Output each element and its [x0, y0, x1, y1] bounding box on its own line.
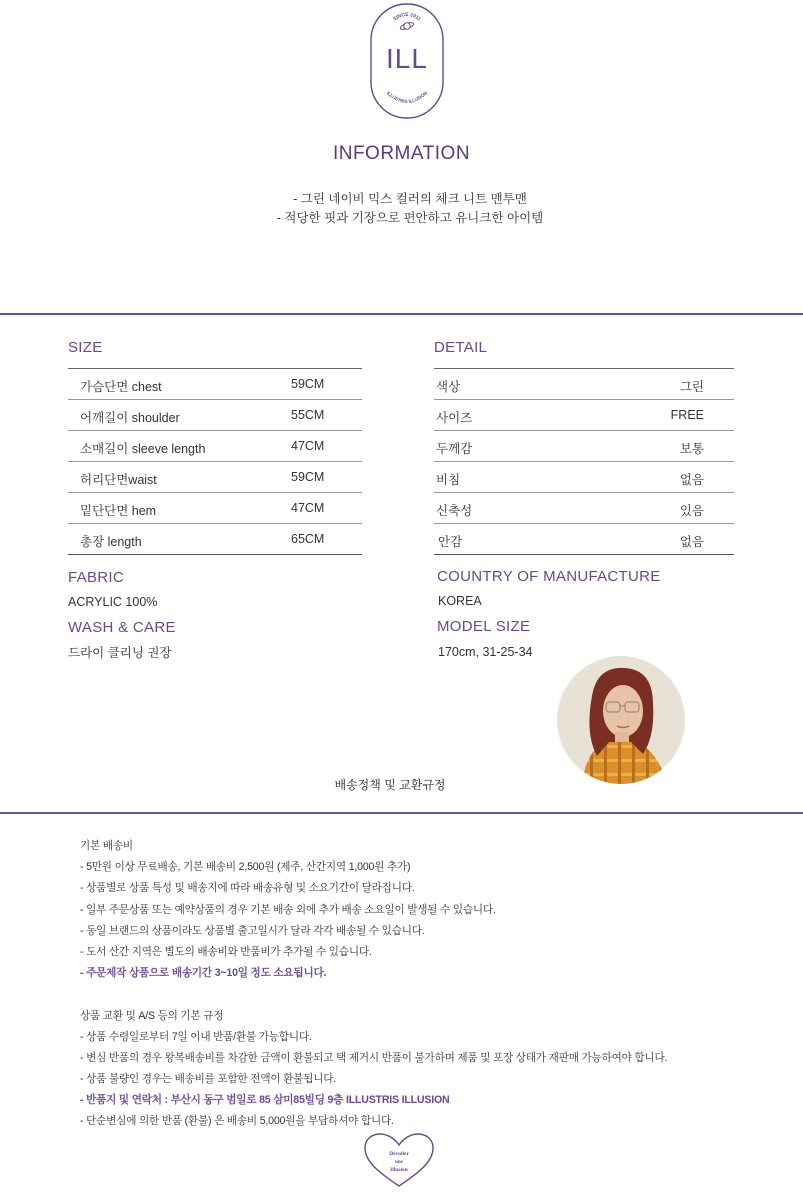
intro-line: - 적당한 핏과 기장으로 편안하고 유니크한 아이템 [276, 211, 544, 225]
size-label: 어깨길이 shoulder [80, 411, 180, 425]
detail-label: 신축성 [436, 504, 473, 518]
information-title: INFORMATION [332, 143, 471, 164]
delivery-heading: 기본 배송비 [80, 840, 133, 852]
detail-label: 비침 [436, 473, 461, 487]
detail-value: 보통 [679, 442, 704, 456]
table-row [434, 493, 734, 524]
wash-heading: WASH & CARE [68, 619, 176, 636]
information-intro [0, 190, 803, 228]
model-value: 170cm, 31-25-34 [438, 645, 533, 659]
size-value: 65CM [291, 532, 325, 546]
brand-logo [369, 2, 445, 120]
table-row [434, 369, 734, 400]
delivery-line: - 상품별로 상품 특성 및 배송지에 따라 배송유형 및 소요기간이 달라집니다. [80, 882, 415, 895]
delivery-line: - 5만원 이상 무료배송, 기본 배송비 2,500원 (제주, 산간지역 1,000원 추가) [80, 861, 411, 874]
size-label: 가슴단면 chest [80, 380, 162, 394]
exchange-line: - 상품 불량인 경우는 배송비를 포함한 전액이 환불됩니다. [80, 1073, 337, 1086]
detail-heading: DETAIL [434, 339, 488, 356]
policy-title: 배송정책 및 교환규정 [334, 778, 446, 792]
size-label: 허리단면waist [80, 473, 157, 487]
delivery-line: - 일부 주문상품 또는 예약상품의 경우 기본 배송 외에 추가 배송 소요일이 발생될 수 있습니다. [80, 903, 496, 916]
size-value: 47CM [291, 501, 325, 515]
detail-value: 없음 [679, 535, 704, 549]
table-row [434, 524, 734, 555]
table-row [434, 431, 734, 462]
country-heading: COUNTRY OF MANUFACTURE [437, 568, 661, 585]
size-label: 밑단단면 hem [80, 504, 157, 518]
size-value: 59CM [291, 470, 325, 484]
table-row [68, 462, 362, 493]
logo-bottom-text: ILLUSTRIS ILLUSION [385, 90, 429, 105]
table-row [68, 400, 362, 431]
detail-label: 안감 [438, 535, 463, 549]
svg-text:ILLUSTRIS ILLUSION [386, 90, 429, 104]
policy-notice [80, 836, 667, 1133]
table-row [68, 493, 362, 524]
delivery-line: - 동일 브랜드의 상품이라도 상품별 출고일시가 달라 각각 배송될 수 있습니다. [80, 924, 425, 937]
detail-value: 있음 [679, 504, 704, 518]
fabric-heading: FABRIC [68, 569, 124, 586]
fabric-value: ACRYLIC 100% [68, 595, 158, 609]
exchange-line: - 변심 반품의 경우 왕복배송비를 차감한 금액이 환불되고 택 제거시 반품이 불가하며 제품 및 포장 상태가 재판매 가능하여야 합니다. [80, 1051, 668, 1064]
exchange-line: - 단순변심에 의한 반품 (환불) 은 배송비 5,000원을 부담하셔야 합니다. [80, 1115, 394, 1128]
size-value: 55CM [291, 408, 325, 422]
heart-text-3: Illusion [390, 1167, 408, 1173]
table-row [434, 400, 734, 431]
table-row [434, 462, 734, 493]
svg-text:SINCE 2011 [392, 12, 422, 23]
table-row [68, 369, 362, 400]
detail-value: 그린 [679, 380, 704, 394]
delivery-highlight: - 주문제작 상품으로 배송기간 3~10일 정도 소요됩니다. [80, 967, 327, 980]
detail-label: 사이즈 [436, 411, 473, 425]
spacer [80, 984, 667, 1005]
detail-table [434, 368, 734, 555]
exchange-highlight: - 반품지 및 연락처 : 부산시 동구 범일로 85 삼미85빌딩 9층 ILLUSTRIS ILLUSION [80, 1094, 450, 1107]
table-row [68, 431, 362, 462]
size-table [68, 368, 362, 555]
heart-logo [361, 1132, 437, 1188]
exchange-line: - 상품 수령일로부터 7일 이내 반품/환불 가능합니다. [80, 1030, 312, 1043]
size-label: 소매길이 sleeve length [80, 442, 206, 456]
country-value: KOREA [438, 594, 482, 608]
size-label: 총장 length [80, 535, 142, 549]
model-heading: MODEL SIZE [437, 618, 531, 635]
heart-text-2: une [395, 1160, 403, 1165]
size-value: 59CM [291, 377, 325, 391]
exchange-heading: 상품 교환 및 A/S 등의 기본 규정 [80, 1009, 224, 1022]
wash-value: 드라이 클리닝 권장 [68, 646, 172, 660]
section-divider [0, 313, 803, 315]
delivery-line: - 도서 산간 지역은 별도의 배송비와 반품비가 추가될 수 있습니다. [80, 945, 372, 958]
detail-value: FREE [670, 408, 704, 422]
detail-value: 없음 [679, 473, 704, 487]
size-value: 47CM [291, 439, 325, 453]
logo-top-text: SINCE 2011 [392, 11, 422, 23]
detail-label: 두께감 [436, 442, 473, 456]
intro-line: - 그린 네이비 믹스 컬러의 체크 니트 맨투맨 [293, 192, 527, 206]
size-heading: SIZE [68, 339, 103, 356]
heart-text-1: Dévoiler [389, 1151, 409, 1157]
detail-label: 색상 [436, 380, 461, 394]
table-row [68, 524, 362, 555]
section-divider [0, 812, 803, 814]
model-photo [557, 656, 685, 784]
logo-mark: ILL [386, 43, 428, 74]
